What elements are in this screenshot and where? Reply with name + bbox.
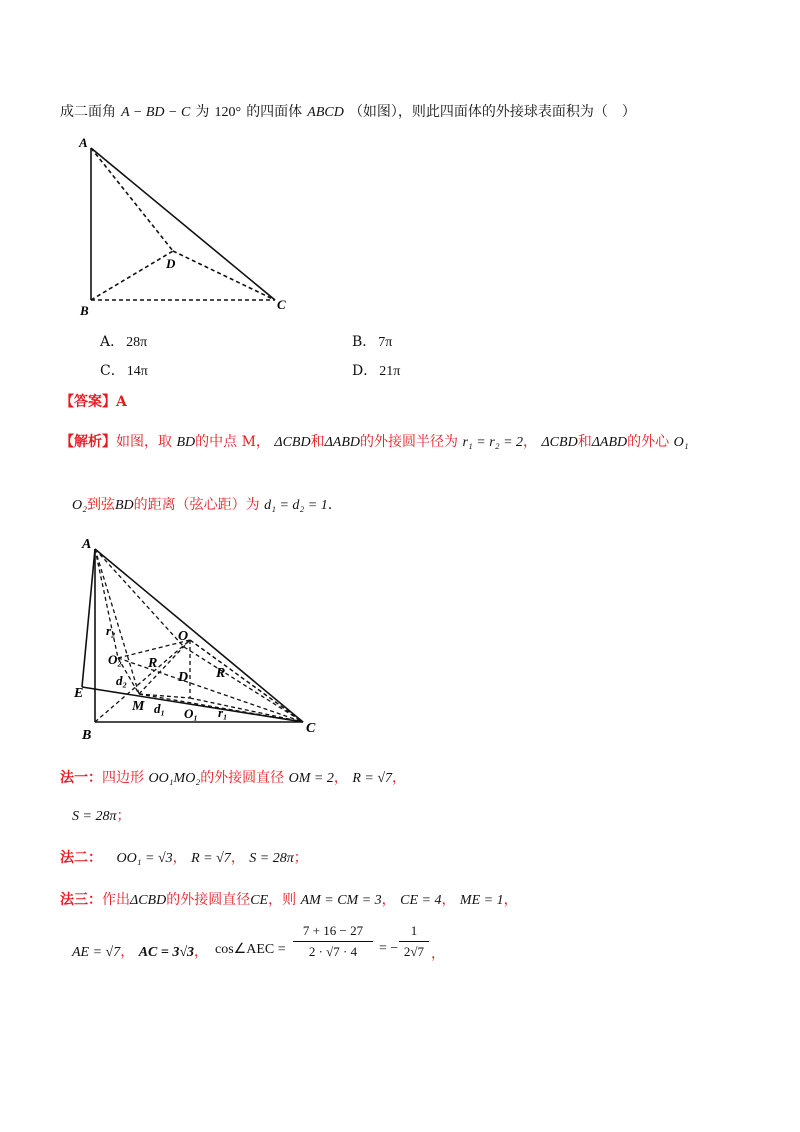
- method-3-line-2: AE = √7， AC = 3√3，: [72, 944, 209, 960]
- label-d: D: [166, 256, 176, 271]
- label-b: B: [80, 303, 89, 318]
- question-expr: A − BD − C: [121, 105, 191, 120]
- fig2-label-r2: r₂: [106, 623, 116, 638]
- answer-value: A: [116, 394, 127, 410]
- fig2-label-r-outer: R: [216, 666, 226, 681]
- option-b[interactable]: B． 7π: [352, 334, 393, 350]
- fig2-label-o2: O₂: [108, 652, 122, 667]
- question-angle: 120°: [214, 105, 242, 120]
- answer-line: [60, 391, 127, 411]
- question-text-b: 为: [195, 104, 210, 120]
- fig2-label-o: O: [178, 629, 189, 644]
- label-c: C: [277, 297, 286, 312]
- fraction-2: 1 2√7: [399, 923, 429, 960]
- option-a[interactable]: A． 28π: [100, 334, 148, 350]
- method-1-result: S = 28π；: [72, 808, 131, 824]
- fig2-label-r: R: [148, 656, 158, 671]
- fig2-label-a: A: [82, 537, 92, 552]
- method-1-line: 法一：四边形 OO₁MO₂的外接圆直径 OM = 2， R = √7，: [60, 770, 407, 786]
- cos-label: cos∠AEC =: [215, 942, 286, 957]
- answer-label: 【答案】: [60, 394, 116, 410]
- fig2-label-e: E: [74, 686, 84, 701]
- question-text-d: （如图），则此四面体的外接球表面积为（ ）: [348, 104, 636, 120]
- option-c[interactable]: C． 14π: [100, 363, 148, 379]
- analysis-line-2: O₂到弦BD的距离（弦心距）为 d₁ = d₂ = 1.: [72, 497, 333, 513]
- sphere-construction-figure: [70, 530, 330, 745]
- fig2-label-m: M: [132, 699, 145, 714]
- fig2-label-d2: d₂: [116, 673, 128, 688]
- question-text-a: 成二面角: [60, 104, 116, 120]
- label-a: A: [79, 135, 88, 150]
- question-line: [60, 101, 636, 121]
- fig2-label-r1: r₁: [218, 705, 228, 720]
- fig2-label-c: C: [306, 721, 316, 736]
- fig2-label-o1: O₁: [184, 706, 198, 721]
- fraction-1: 7 + 16 − 27 2 · √7 · 4: [293, 923, 373, 960]
- analysis-line-1: 【解析】如图，取 BD的中点 M， ΔCBD和ΔABD的外接圆半径为 r₁ = r₂ = 2， ΔCBD和ΔABD的外心 O₁: [60, 434, 689, 450]
- fig2-label-d1: d₁: [154, 701, 166, 716]
- fig2-label-d: D: [178, 670, 189, 685]
- question-text-c: 的四面体: [246, 104, 303, 120]
- tetrahedron-figure: [75, 135, 300, 320]
- analysis-label: 【解析】: [60, 434, 116, 450]
- method-3-line-1: 法三：作出ΔCBD的外接圆直径CE，则 AM = CM = 3， CE = 4， ME = 1，: [60, 892, 518, 908]
- option-d[interactable]: D． 21π: [352, 363, 401, 379]
- method-2-line: 法二： OO₁ = √3， R = √7， S = 28π；: [60, 850, 308, 866]
- fig2-label-b: B: [82, 728, 92, 743]
- question-name: ABCD: [307, 105, 344, 120]
